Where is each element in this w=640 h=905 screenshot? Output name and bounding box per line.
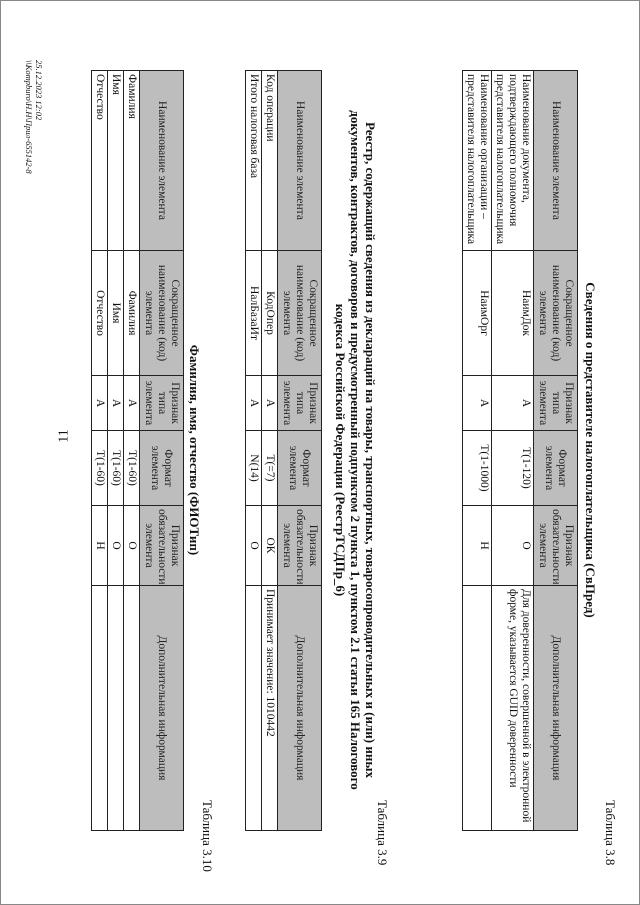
table-cell: T(1-60) [108, 431, 124, 506]
table-3-8 [462, 70, 578, 831]
footer-date: 25.12.2023 12:02 [34, 60, 44, 121]
header-cell: Сокращенное наименование (код) элемента [534, 251, 578, 376]
table-cell: НалБазаИт [246, 251, 262, 376]
table-cell [246, 586, 262, 831]
table-cell: Код операции [262, 71, 278, 251]
header-cell: Формат элемента [534, 431, 578, 506]
header-cell: Сокращенное наименование (код) элемента [140, 251, 184, 376]
table-cell: T(1-120) [492, 431, 534, 506]
table-3-10-title: Фамилия, имя, отчество (ФИОТип) [187, 344, 202, 556]
table-cell: T(1-60) [92, 431, 108, 506]
table-cell: Имя [108, 71, 124, 251]
table-row [262, 71, 278, 831]
header-cell: Признак обязательности элемента [534, 506, 578, 586]
table-header-row [140, 71, 184, 831]
table-cell: Наименование документа, подтверждающего полномочия представителя налогоплательщика [492, 71, 534, 251]
table-row [108, 71, 124, 831]
table-cell: Наименование организации – представителя налогоплательщика [463, 71, 492, 251]
table-row [124, 71, 140, 831]
table-cell: А [492, 376, 534, 431]
table-cell: Принимает значение: 1010442 [262, 586, 278, 831]
table-cell: T(=7) [262, 431, 278, 506]
table-cell: О [108, 506, 124, 586]
header-cell: Дополнительная информация [278, 586, 322, 831]
table-3-10-label: Таблица 3.10 [200, 800, 215, 872]
table-cell [108, 586, 124, 831]
table-cell: А [463, 376, 492, 431]
table-cell: А [124, 376, 140, 431]
header-cell: Наименование элемента [278, 71, 322, 251]
table-cell: T(1-1000) [463, 431, 492, 506]
table-cell: А [246, 376, 262, 431]
table-cell: Итого налоговая база [246, 71, 262, 251]
table-3-10 [91, 70, 184, 831]
table-cell: N(14) [246, 431, 262, 506]
table-3-8-title: Сведения о представителе налогоплательщика (СвПред) [583, 282, 598, 618]
table-cell: КодОпер [262, 251, 278, 376]
table-row [92, 71, 108, 831]
table-cell: А [92, 376, 108, 431]
header-cell: Формат элемента [140, 431, 184, 506]
table-cell [124, 586, 140, 831]
table-header-row [278, 71, 322, 831]
table-cell: О [246, 506, 262, 586]
table-cell: Н [463, 506, 492, 586]
table-cell: Отчество [92, 251, 108, 376]
table-row [492, 71, 534, 831]
table-cell [92, 586, 108, 831]
header-cell: Наименование элемента [534, 71, 578, 251]
header-cell: Дополнительная информация [534, 586, 578, 831]
table-cell: Фамилия [124, 251, 140, 376]
table-cell: Для доверенности, совершенной в электронной форме, указывается GUID доверенности [492, 586, 534, 831]
table-cell: А [262, 376, 278, 431]
table-3-9-title: Реестр, содержащий сведения из деклараций на товары, транспортных, товаросопроводительных и (или) иных документов, контрактов, договоров и предусмотренный подпунктом 2 пункта 1, пунктом 2.1 статьи 165 Налогового кодекса Российской Федерации (РеестрТСДПр_6) [333, 110, 378, 790]
table-cell: О [492, 506, 534, 586]
header-cell: Формат элемента [278, 431, 322, 506]
table-cell: Н [92, 506, 108, 586]
header-cell: Признак обязательности элемента [278, 506, 322, 586]
table-cell: НаимДок [492, 251, 534, 376]
table-header-row [534, 71, 578, 831]
table-cell: А [108, 376, 124, 431]
header-cell: Признак обязательности элемента [140, 506, 184, 586]
table-cell: Отчество [92, 71, 108, 251]
header-cell: Признак типа элемента [534, 376, 578, 431]
table-cell: Имя [108, 251, 124, 376]
table-cell: О [124, 506, 140, 586]
header-cell: Сокращенное наименование (код) элемента [278, 251, 322, 376]
footer-path: \\Kompburo\Н.Н\Прил-655142-8 [24, 60, 34, 174]
table-cell: НаимОрг [463, 251, 492, 376]
header-cell: Наименование элемента [140, 71, 184, 251]
table-cell: T(1-60) [124, 431, 140, 506]
table-3-8-label: Таблица 3.8 [603, 800, 618, 866]
table-cell [463, 586, 492, 831]
table-3-9 [245, 70, 322, 831]
header-cell: Признак типа элемента [278, 376, 322, 431]
header-cell: Дополнительная информация [140, 586, 184, 831]
table-cell: ОК [262, 506, 278, 586]
table-cell: Фамилия [124, 71, 140, 251]
table-row [246, 71, 262, 831]
header-cell: Признак типа элемента [140, 376, 184, 431]
table-row [463, 71, 492, 831]
page-number: 11 [56, 429, 72, 443]
footer-stamp [24, 60, 44, 174]
table-3-9-label: Таблица 3.9 [375, 800, 390, 866]
